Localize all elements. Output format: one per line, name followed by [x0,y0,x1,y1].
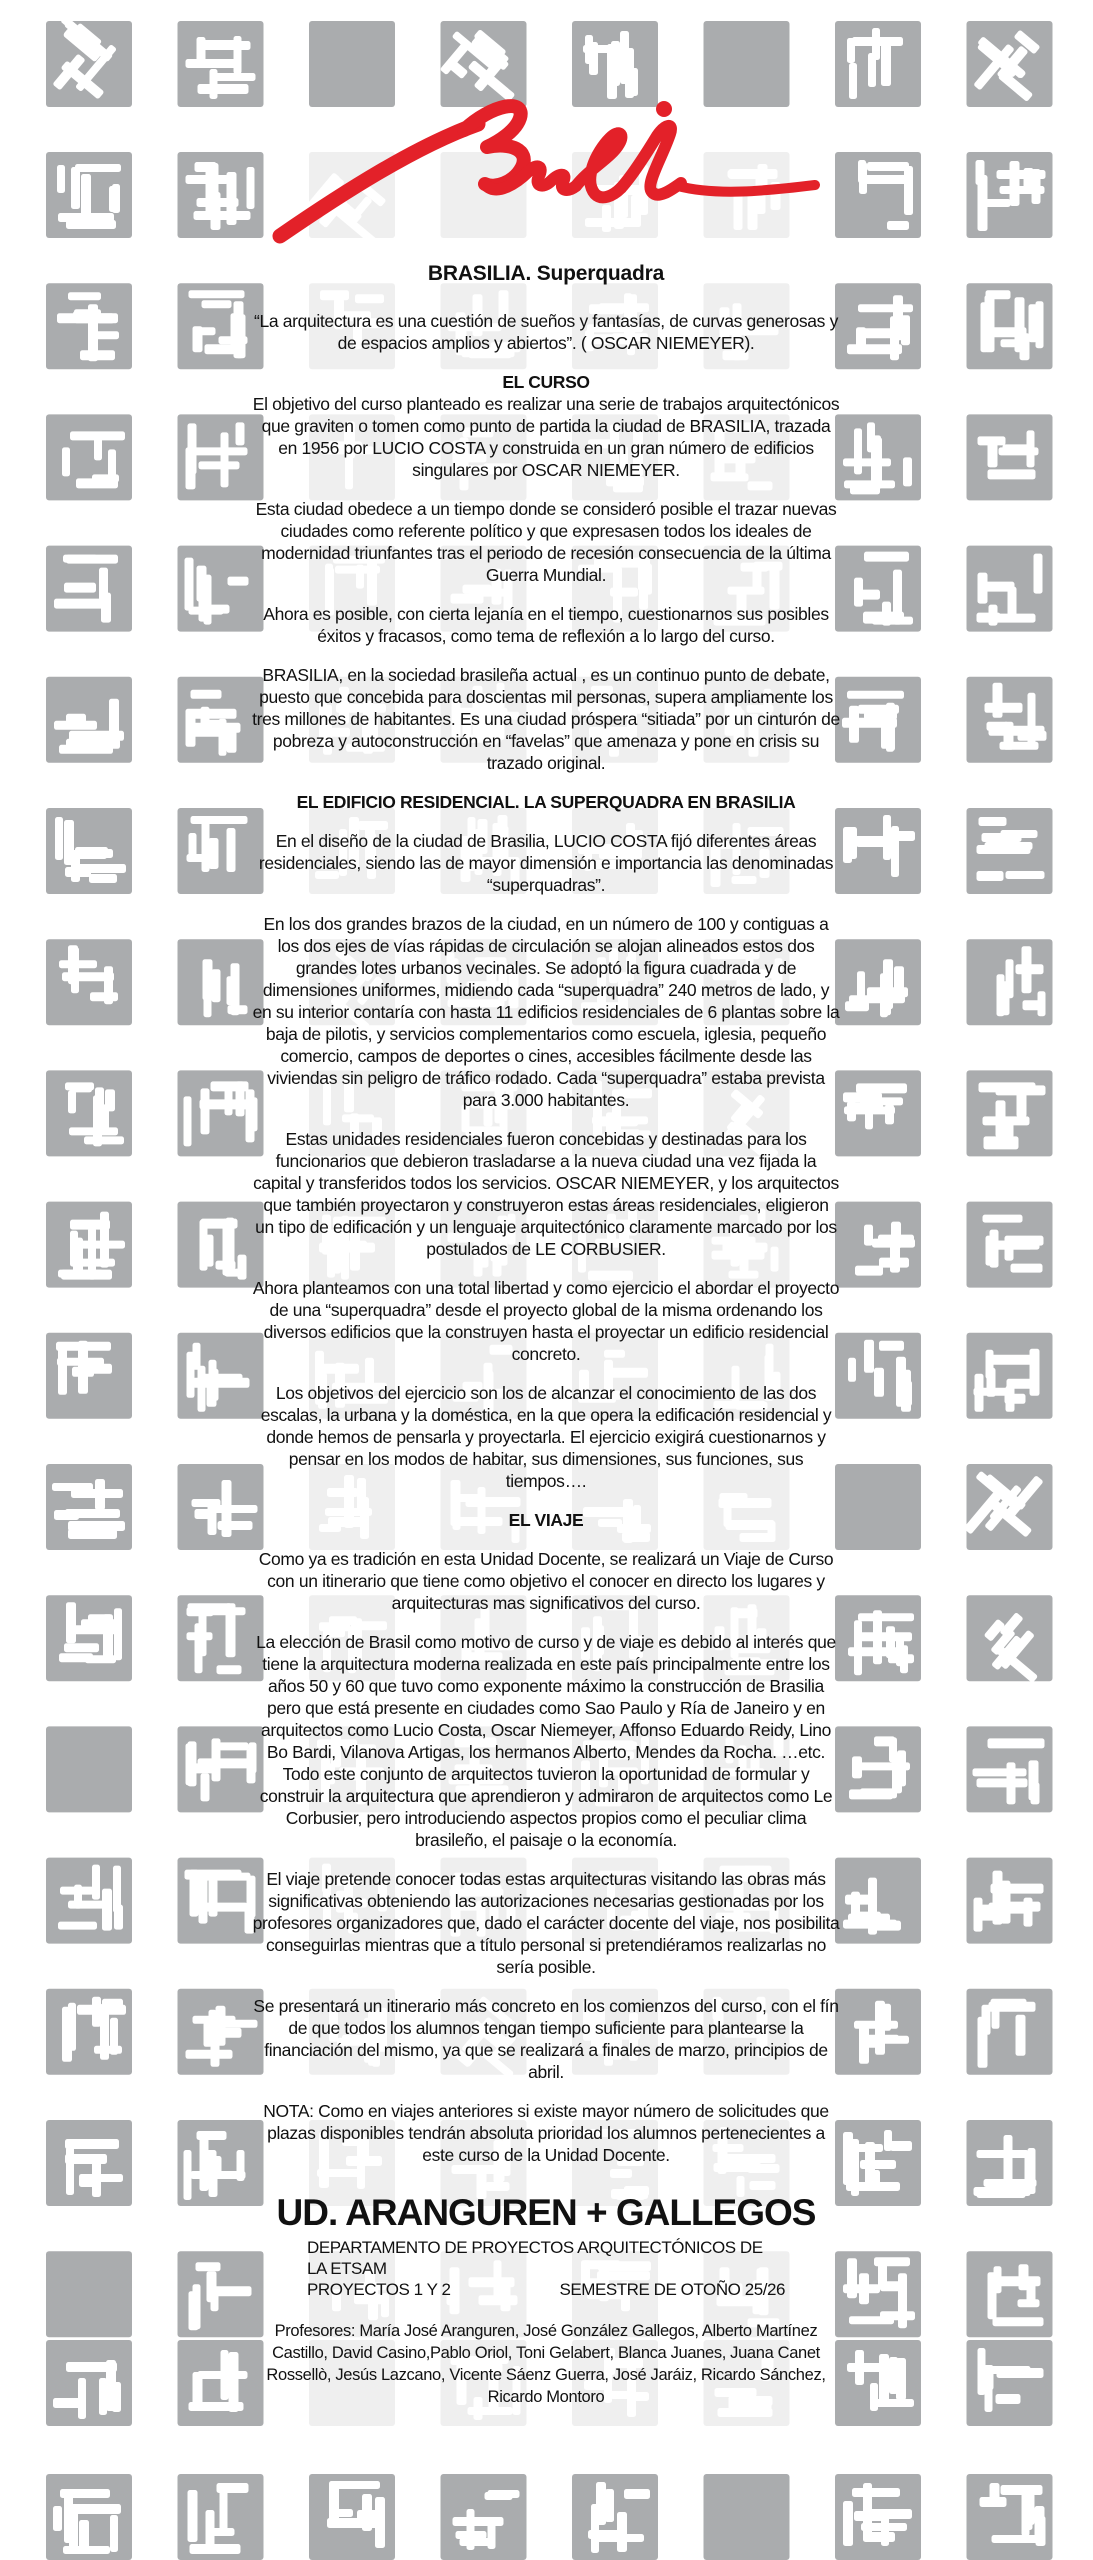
facade-tile [46,1202,132,1288]
facade-tile [46,2251,132,2337]
facade-tile [178,1726,264,1812]
facade-tile [967,1726,1053,1812]
facade-tile [178,152,264,238]
section-superquadra [252,791,840,1492]
facade-tile [178,1202,264,1288]
niemeyer-quote: “La arquitectura es una cuestión de sueños y fantasías, de curvas generosas y de espacios amplios y abiertos”. ( OSCAR NIEMEYER). [254,311,838,353]
facade-tile [46,1989,132,2075]
paragraph: Como ya es tradición en esta Unidad Docente, se realizará un Viaje de Curso con un itinerario que tiene como objetivo el conocer en directo los lugares y arquitecturas mas significativos del curso. [258,1549,834,1613]
facade-tile [835,1202,921,1288]
facade-tile [967,808,1053,894]
facade-tile [967,546,1053,632]
semester-label: SEMESTRE DE OTOÑO 25/26 [559,2280,785,2299]
facade-tile [835,1726,921,1812]
facade-tile [46,1726,132,1812]
section-el-viaje [252,1509,840,2166]
program-label: PROYECTOS 1 Y 2 [307,2280,451,2299]
paragraph: Se presentará un itinerario más concreto en los comienzos del curso, con el fín de que todos los alumnos tengan tiempo suficiente para plantearse la financiación del mismo, ya que se realizará a finales de marzo, principios de abril. [253,1996,839,2082]
paragraph: Estas unidades residenciales fueron concebidas y destinadas para los funcionarios que debieron trasladarse a la nueva ciudad una vez fijada la capital y transferidos todos los servicios. OSCAR NIEMEYER, y los arquitectos que también proyectaron y construyeron estas áreas residenciales, eligieron un tipo de edificación y un lenguaje arquitectónico claramente marcado por los postulados de LE CORBUSIER. [253,1129,839,1259]
teaching-unit-title: UD. ARANGUREN + GALLEGOS [276,2192,816,2233]
facade-tile [835,1595,921,1681]
facade-tile [178,546,264,632]
facade-tile [967,21,1053,107]
facade-tile [967,2340,1053,2426]
facade-tile [967,939,1053,1025]
facade-tile [178,2474,264,2560]
facade-tile [835,1070,921,1156]
facade-tile [46,1464,132,1550]
department-name: DEPARTAMENTO DE PROYECTOS ARQUITECTÓNICOS DE LA ETSAM [307,2238,763,2278]
facade-tile [178,1989,264,2075]
facade-tile [572,2474,658,2560]
department-block [307,2237,785,2300]
facade-tile [835,414,921,500]
facade-tile [46,283,132,369]
facade-tile [46,2474,132,2560]
facade-tile [178,21,264,107]
facade-tile [835,2120,921,2206]
brasil-script-icon [266,84,826,256]
facade-tile [46,1858,132,1944]
paragraph: Esta ciudad obedece a un tiempo donde se consideró posible el trazar nuevas ciudades como referente político y que expresasen todos los ideales de modernidad triunfantes tras el periodo de recesión consecuencia de la última Guerra Mundial. [255,499,837,585]
paragraph: El objetivo del curso planteado es realizar una serie de trabajos arquitectónicos que graviten o tomen como punto de partida la ciudad de BRASILIA, trazada en 1956 por LUCIO COSTA y construida en un gran número de edificios singulares por OSCAR NIEMEYER. [252,394,840,480]
facade-tile [967,1202,1053,1288]
facade-tile [967,2120,1053,2206]
section-heading: EL EDIFICIO RESIDENCIAL. LA SUPERQUADRA EN BRASILIA [296,792,796,812]
facade-tile [46,808,132,894]
facade-tile [967,1989,1053,2075]
section-el-curso [252,371,840,774]
section-heading: EL CURSO [502,372,590,392]
facade-tile [835,1333,921,1419]
facade-tile [178,1333,264,1419]
paragraph: El viaje pretende conocer todas estas arquitecturas visitando las obras más significativas obteniendo las autorizaciones necesarias gestionadas por los profesores organizadores que, dado el carácter docente del viaje, nos posibilita conseguirlas mientras que a título personal si pretendiéramos realizarlas no sería posible. [252,1869,840,1977]
facade-tile [835,152,921,238]
paragraph: Los objetivos del ejercicio son los de alcanzar el conocimiento de las dos escalas, la urbana y la doméstica, en la que opera la edificación residencial y donde hemos de pensarla y proyectarla. El ejercicio exigirá cuestionarnos y pensar en los modos de habitar, sus dimensiones, sus funciones, sus tiempos…. [260,1383,832,1491]
facade-tile [178,808,264,894]
facade-tile [835,283,921,369]
program-row [307,2279,785,2300]
facade-tile [967,677,1053,763]
page-title: BRASILIA. Superquadra [427,262,665,285]
facade-tile [835,2340,921,2426]
facade-tile [46,15,132,107]
facade-tile [46,546,132,632]
facade-tile [46,1070,132,1156]
facade-tile [178,939,264,1025]
paragraph: En el diseño de la ciudad de Brasilia, LUCIO COSTA fijó diferentes áreas residenciales, siendo las de mayor dimensión e importancia las denominadas “superquadras”. [258,831,834,895]
facade-tile [178,283,264,369]
facade-tile [967,152,1053,238]
paragraph: BRASILIA, en la sociedad brasileña actual , es un continuo punto de debate, puesto que concebida para doscientas mil personas, supera ampliamente los tres millones de habitantes. Es una ciudad próspera “sitiada” por un cinturón de pobreza y autoconstrucción en “favelas” que amenaza y pone en crisis su trazado original. [252,665,840,773]
facade-tile [835,939,921,1025]
facade-tile [178,1858,264,1944]
facade-tile [967,1595,1053,1683]
facade-tile [46,939,132,1025]
facade-tile [178,1070,264,1156]
facade-tile [178,1464,264,1550]
facade-tile [46,414,132,500]
facade-tile [967,283,1053,369]
facade-tile [46,2120,132,2206]
paragraph: Ahora es posible, con cierta lejanía en el tiempo, cuestionarnos sus posibles éxitos y fracasos, como tema de reflexión a lo largo del curso. [263,604,829,646]
facade-tile [178,677,264,763]
facade-tile [704,2474,790,2560]
poster-content [252,84,840,2408]
facade-tile [835,2474,921,2560]
facade-tile [178,1595,264,1681]
facade-tile [835,1989,921,2075]
facade-tile [178,2120,264,2206]
facade-tile [835,677,921,763]
facade-tile [178,2340,264,2426]
facade-tile [46,152,132,238]
paragraph: Ahora planteamos con una total libertad y como ejercicio el abordar el proyecto de una “superquadra” desde el proyecto global de la misma ordenando los diversos edificios que la construyen hasta el proyectar un edificio residencial concreto. [252,1278,840,1364]
facade-tile [967,414,1053,500]
facade-tile [835,1464,921,1550]
facade-tile [967,2251,1053,2337]
paragraph: La elección de Brasil como motivo de curso y de viaje es debido al interés que tiene la arquitectura moderna realizada en este país principalmente entre los años 50 y 60 que tuvo como exponente máximo la construcción de Brasilia pero que está presente en ciudades como Sao Paulo y Ría de Janeiro y en arquitectos como Lucio Costa, Oscar Niemeyer, Affonso Eduardo Reidy, Lino Bo Bardi, Vilanova Artigas, los hermanos Alberto, Mendes da Rocha. …etc. Todo este conjunto de arquitectos tuvieron la oportunidad de formular y construir la arquitectura que aprendieron y admiraron de arquitectos como Le Corbusier, pero introduciendo aspectos propios como el peculiar clima brasileño, el paisaje o la economía. [256,1632,836,1850]
facade-tile [835,546,921,632]
facade-tile [963,1464,1052,1550]
paragraph: En los dos grandes brazos de la ciudad, en un número de 100 y contiguas a los dos ejes de vías rápidas de circulación se alojan alineados estos dos grandes lotes urbanos vecinales. Se adoptó la figura cuadrada y de dimensiones uniformes, midiendo cada “superquadra” 240 metros de lado, y en su interior contaría con hasta 11 edificios residenciales de 6 plantas sobre la baja de pilotis, y servicios complementarios como escuela, iglesia, pequeño comercio, campos de deportes o cines, accesibles fácilmente desde las viviendas sin peligro de tráfico rodado. Cada “superquadra” estaba prevista para 3.000 habitantes. [252,914,840,1110]
paragraph: NOTA: Como en viajes anteriores si existe mayor número de solicitudes que plazas disponibles tendrán absoluta prioridad los alumnos pertenecientes a este curso de la Unidad Docente. [263,2101,829,2165]
facade-tile [967,1858,1053,1944]
facade-tile [46,1595,132,1681]
facade-tile [835,1858,921,1944]
facade-tile [46,2340,132,2426]
facade-tile [967,2474,1053,2560]
section-heading: EL VIAJE [508,1510,584,1530]
facade-tile [835,2251,921,2337]
facade-tile [835,21,921,107]
facade-tile [835,808,921,894]
facade-tile [178,414,264,500]
facade-tile [46,677,132,763]
facade-tile [309,2474,395,2560]
facade-tile [967,1070,1053,1156]
facade-tile [967,1333,1053,1419]
brasil-logo [266,84,826,256]
footer [252,2192,840,2408]
facade-tile [441,2474,527,2560]
facade-tile [46,1333,132,1419]
facade-tile [178,2251,264,2337]
professors-list: Profesores: María José Aranguren, José González Gallegos, Alberto Martínez Castillo, David Casino,Pablo Oriol, Toni Gelabert, Blanca Juanes, Juana Canet Rossellò, Jesús Lazcano, Vicente Sáenz Guerra, José Jaráiz, Ricardo Sánchez, Ricardo Montoro [266,2322,826,2406]
